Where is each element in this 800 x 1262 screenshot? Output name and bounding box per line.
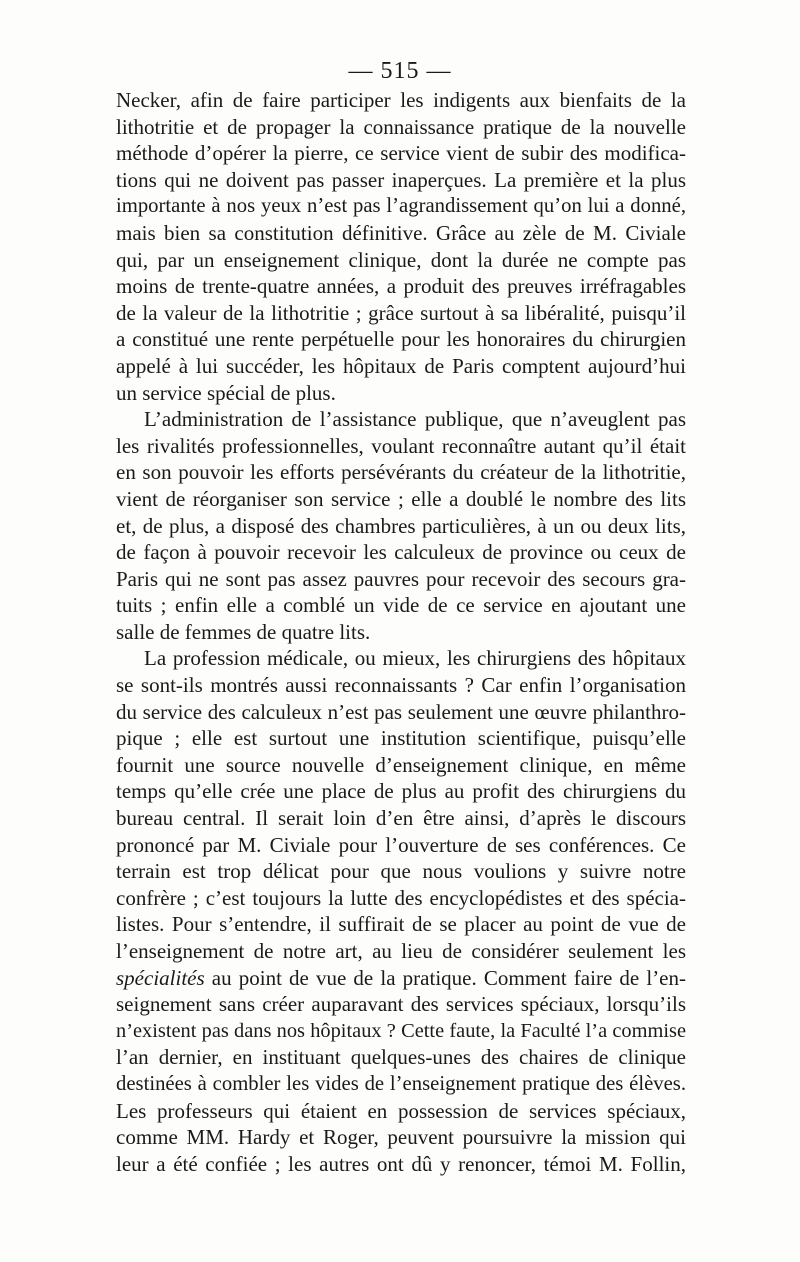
text-line: qui, par un enseignement clinique, dont la durée ne compte pas bbox=[116, 247, 686, 272]
text-line: tions qui ne doivent pas passer inaperçues. La première et la plus bbox=[116, 167, 686, 192]
text-line: de façon à pouvoir recevoir les calculeux de province ou ceux de bbox=[116, 540, 686, 565]
text-line: Paris qui ne sont pas assez pauvres pour recevoir des secours gra- bbox=[116, 566, 686, 591]
text-line: pique ; elle est surtout une institution scientifique, puisqu’elle bbox=[116, 726, 686, 751]
italic-term: spécialités bbox=[116, 965, 205, 990]
line-rest: au point de vue de la pratique. Comment faire de l’en- bbox=[204, 965, 686, 990]
text-line: de la valeur de la lithotritie ; grâce surtout à sa libéralité, puisqu’il bbox=[116, 300, 686, 325]
text-line: l’an dernier, en instituant quelques-unes des chaires de clinique bbox=[116, 1045, 686, 1070]
text-line: en son pouvoir les efforts persévérants du créateur de la lithotritie, bbox=[116, 460, 686, 485]
text-line: L’administration de l’assistance publique, que n’aveuglent pas bbox=[144, 407, 686, 432]
text-line: a constitué une rente perpétuelle pour les honoraires du chirurgien bbox=[116, 327, 686, 352]
text-line: fournit une source nouvelle d’enseignement clinique, en même bbox=[116, 752, 686, 777]
text-line: confrère ; c’est toujours la lutte des encyclopédistes et des spécia- bbox=[116, 885, 686, 910]
page-number: — 515 — bbox=[348, 58, 452, 84]
body-text bbox=[116, 87, 686, 1177]
text-line: importante à nos yeux n’est pas l’agrandissement qu’on lui a donné, bbox=[116, 195, 686, 218]
text-line: mais bien sa constitution définitive. Grâce au zèle de M. Civiale bbox=[116, 220, 686, 245]
text-line: destinées à combler les vides de l’enseignement pratique des élèves. bbox=[116, 1072, 686, 1095]
text-line: lithotritie et de propager la connaissance pratique de la nouvelle bbox=[116, 114, 686, 139]
text-line: temps qu’elle crée une place de plus au profit des chirurgiens du bbox=[116, 779, 686, 804]
text-line: comme MM. Hardy et Roger, peuvent poursuivre la mission qui bbox=[116, 1125, 686, 1150]
text-line: La profession médicale, ou mieux, les chirurgiens des hôpitaux bbox=[144, 646, 686, 671]
text-line: tuits ; enfin elle a comblé un vide de ce service en ajoutant une bbox=[116, 593, 686, 618]
text-line: se sont-ils montrés aussi reconnaissants ? Car enfin l’organisation bbox=[116, 673, 686, 698]
text-line: et, de plus, a disposé des chambres particulières, à un ou deux lits, bbox=[116, 513, 686, 538]
text-line: Necker, afin de faire participer les indigents aux bienfaits de la bbox=[116, 88, 686, 112]
text-line: prononcé par M. Civiale pour l’ouverture de ses conférences. Ce bbox=[116, 832, 686, 857]
text-line: du service des calculeux n’est pas seulement une œuvre philanthro- bbox=[116, 699, 686, 724]
text-line: l’enseignement de notre art, au lieu de considérer seulement les bbox=[116, 939, 686, 963]
text-line: bureau central. Il serait loin d’en être ainsi, d’après le discours bbox=[116, 806, 686, 831]
text-line: seignement sans créer auparavant des services spéciaux, lorsqu’ils bbox=[116, 992, 686, 1017]
text-line: salle de femmes de quatre lits. bbox=[116, 619, 371, 644]
text-line: n’existent pas dans nos hôpitaux ? Cette faute, la Faculté l’a commise bbox=[116, 1019, 686, 1042]
text-line: moins de trente-quatre années, a produit des preuves irréfragables bbox=[116, 274, 686, 299]
text-line: listes. Pour s’entendre, il suffirait de se placer au point de vue de bbox=[116, 912, 686, 937]
text-line: un service spécial de plus. bbox=[116, 380, 336, 405]
text-line: leur a été confiée ; les autres ont dû y renoncer, témoi M. Follin, bbox=[116, 1151, 686, 1176]
text-line: les rivalités professionnelles, voulant reconnaître autant qu’il était bbox=[116, 433, 686, 458]
text-line: méthode d’opérer la pierre, ce service vient de subir des modifica- bbox=[116, 141, 686, 166]
text-line: terrain est trop délicat pour que nous voulions y suivre notre bbox=[116, 859, 686, 884]
text-line: Les professeurs qui étaient en possession de services spéciaux, bbox=[116, 1098, 686, 1123]
text-line: vient de réorganiser son service ; elle a doublé le nombre des lits bbox=[116, 486, 686, 511]
text-line: appelé à lui succéder, les hôpitaux de Paris comptent aujourd’hui bbox=[116, 353, 686, 378]
text-line bbox=[116, 965, 686, 992]
